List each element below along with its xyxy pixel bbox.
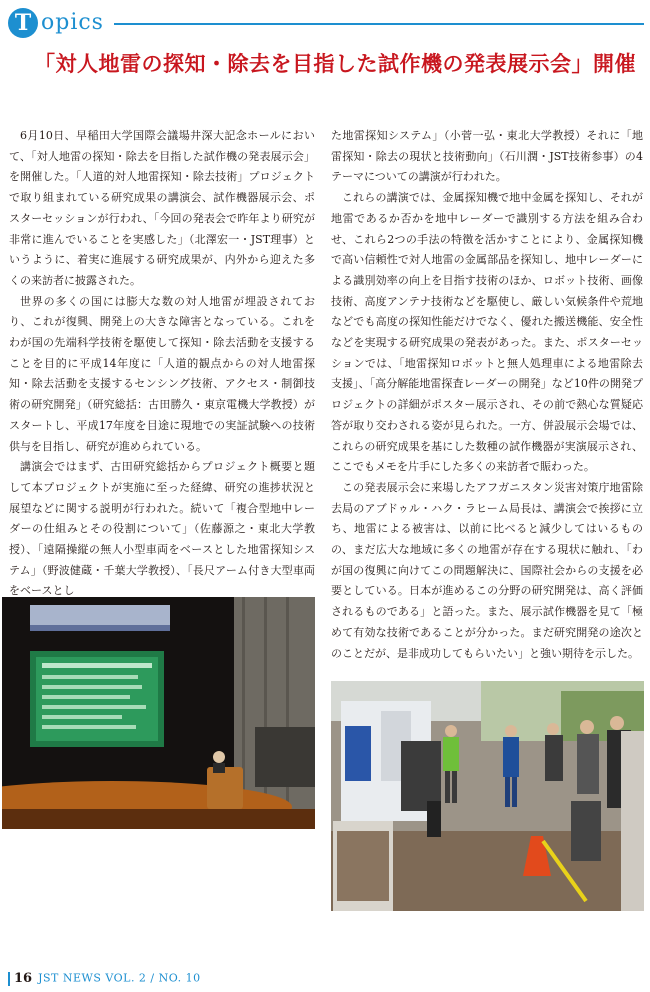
article-paragraph: これらの講演では、金属探知機で地中金属を探知し、それが地雷であるか否かを地中レーダーで識別する方法を組み合わせ、これら2つの手法の特徴を活かすことにより、金属探知機で高い信頼性で対人地雷の金属部品を探知し、地中レーダーによる識別効率の向上を目指す技術のほか、ロボット技術、画像技術、高度アンテナ技術などを駆使し、厳しい気候条件や荒地などでも高度の探知性能だけでなく、優れた搬送機能、安全性などを実現する研究成果の発表があった。また、ポスターセッションでは、「地雷探知ロボットと無人処理車による地雷除去支援」、「高分解能地雷探査レーダーの開発」など10件の開発プロジェクトの詳細がポスター展示され、その前で熱心な質疑応答が取り交わされる姿が見られた。一方、併設展示会場では、これらの研究成果を基にした数種の試作機器が実演展示され、ここでもメモを片手にした多くの来訪者で賑わった。 <box>331 191 643 474</box>
article-paragraph: 講演会ではまず、古田研究総括からプロジェクト概要と題して本プロジェクトが実施に至った経緯、研究の進捗状況と展望などに関する説明が行われた。続いて「複合型地中レーダーの仕組みとその役割について」（佐藤源之・東北大学教授）、「遠隔操縦の無人小型車両をベースとした地雷探知システム」（野波健蔵・千葉大学教授）、「長尺アーム付き大型車両をベースとし <box>9 460 315 598</box>
article-paragraph: この発表展示会に来場したアフガニスタン災害対策庁地雷除去局のアブドゥル・ハク・ラヒーム局長は、講演会で挨拶に立ち、地雷による被害は、以前に比べると減少してはいるものの、まだ広大な地域に多くの地雷が存在する現状に触れ、「わが国の復興に向けてこの問題解決に、国際社会からの支援を必要としている。日本が進めるこの分野の研究開発は、高く評価されるものである」と語った。また、展示試作機器を見て「極めて有効な技術であることが分かった。まだ研究開発の途次とのことだが、是非成功してもらいたい」と強い期待を示した。 <box>331 480 643 660</box>
article-column-right <box>331 126 643 664</box>
article-paragraph: 6月10日、早稲田大学国際会議場井深大記念ホールにおいて、「対人地雷の探知・除去を目指した試作機の発表展示会」を開催した。「人道的対人地雷探知・除去技術」プロジェクトで取り組まれている研究成果の講演会、試作機器展示会、ポスターセッションが行われ、「今回の発表会で昨年より研究が非常に進んでいることを実感した」（北澤宏一・JST理事）というように、着実に進展する研究成果が、内外から迎えた多くの来訪者に披露された。 <box>9 129 315 287</box>
article-paragraph: 世界の多くの国には膨大な数の対人地雷が埋設されており、これが復興、開発上の大きな障害となっている。これをわが国の先端科学技術を駆使して探知・除去活動を支援することを目的に平成14年度に「人道的観点からの対人地雷探知・除去活動を支援するセンシング技術、アクセス・制御技術の研究開発」（研究総括：古田勝久・東京電機大学教授）がスタートし、平成17年度を目途に現地での実証試験への技術供与を目指し、研究が進められている。 <box>9 294 315 453</box>
topics-initial-badge: T <box>8 8 38 38</box>
page-number: 16 <box>14 970 33 986</box>
lecture-hall-photo <box>2 597 315 829</box>
article-title: 「対人地雷の探知・除去を目指した試作機の発表展示会」開催 <box>34 52 636 76</box>
article-paragraph: た地雷探知システム」（小菅一弘・東北大学教授）それに「地雷探知・除去の現状と技術動向」（石川潤・JST技術参事）の4テーマについての講演が行われた。 <box>331 129 643 184</box>
lecture-hall-illustration <box>2 597 315 829</box>
exhibition-photo <box>331 681 644 911</box>
header-rule <box>114 23 644 25</box>
page-footer <box>8 968 201 988</box>
article-column-left <box>9 126 315 602</box>
topics-label: opics <box>41 10 104 35</box>
topics-header <box>8 8 644 38</box>
publication-name: JST NEWS VOL. 2 / NO. 10 <box>38 971 201 985</box>
exhibition-illustration <box>331 681 644 911</box>
footer-bar <box>8 972 10 986</box>
